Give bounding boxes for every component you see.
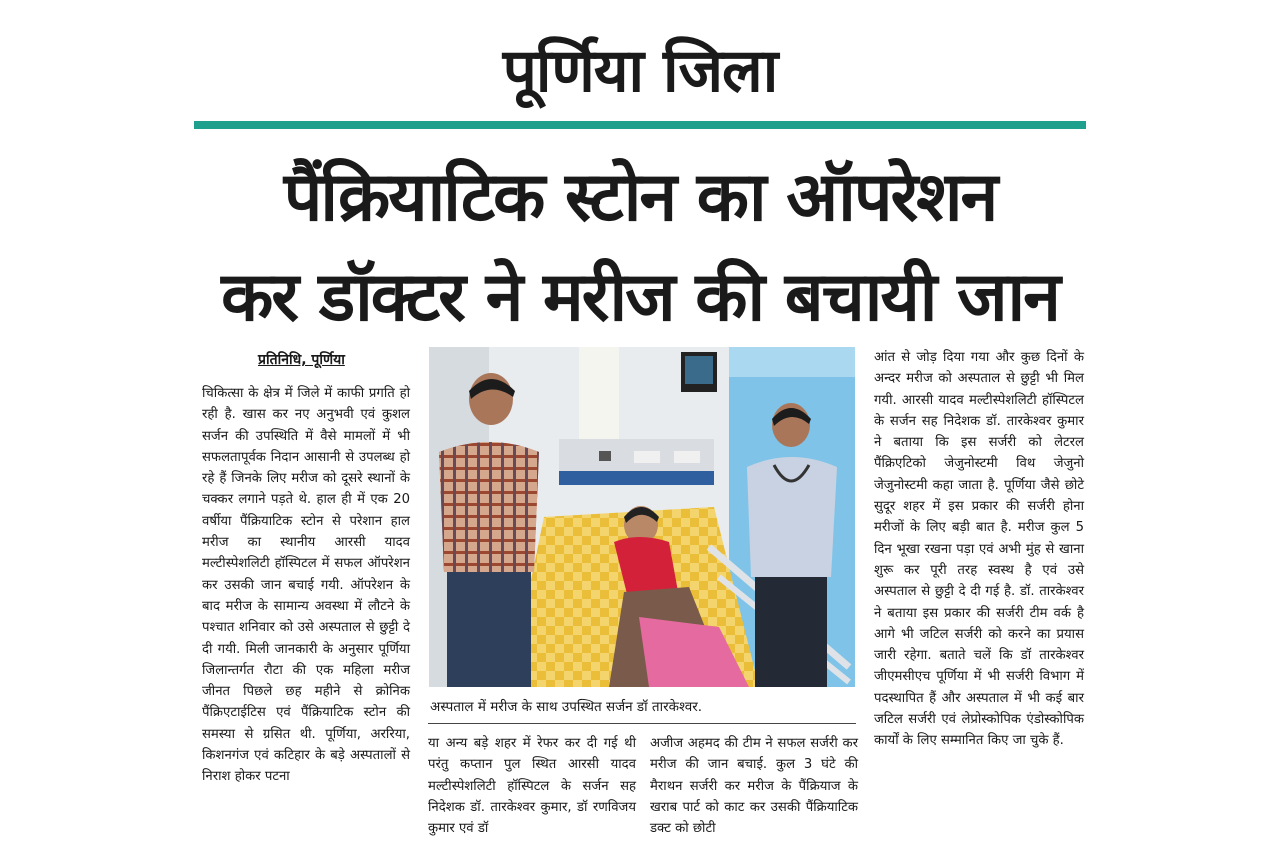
headline-line-2: कर डॉक्टर ने मरीज की बचायी जान (221, 258, 1059, 337)
photo-caption: अस्पताल में मरीज के साथ उपस्थित सर्जन डॉ तारकेश्वर. (430, 699, 703, 715)
article-column-4: आंत से जोड़ दिया गया और कुछ दिनों के अन्दर मरीज को अस्पताल से छुट्टी भी मिल गयी. आरसी यादव मल्टीस्पेशलिटी हॉस्पिटल के सर्जन सह निदेशक डॉ. तारकेश्वर कुमार ने बताया कि इस सर्जरी को लेटरल पैंक्रिएटिको जेजुनोस्टमी विथ जेजुनो जेजुनोस्टमी कहा जाता है. पूर्णिया जैसे छोटे सुदूर शहर में इस प्रकार की सर्जरी होना मरीजों के लिए बड़ी बात है. मरीज कुल 5 दिन भूखा रखना पड़ा एवं अभी मुंह से खाना शुरू कर पूरी तरह स्वस्थ है एवं उसे अस्पताल से छुट्टी दे दी गई है. डॉ. तारकेश्वर ने बताया इस प्रकार की सर्जरी टीम वर्क है आगे भी जटिल सर्जरी को करने का प्रयास जारी रहेगा. बताते चलें कि डॉ तारकेश्वर जीएमसीएच पूर्णिया में भी सर्जरी विभाग में पदस्थापित हैं और अस्पताल में भी कई बार जटिल सर्जरी एवं लेप्रोस्कोपिक एंडोस्कोपिक कार्यों के लिए सम्मानित किए जा चुके हैं. (874, 350, 1084, 749)
section-title: पूर्णिया जिला (502, 36, 778, 106)
article-column-2: या अन्य बड़े शहर में रेफर कर दी गई थी परंतु कप्तान पुल स्थित आरसी यादव मल्टीस्पेशलिटी हॉस्पिटल के सर्जन सह निदेशक डॉ. तारकेश्वर कुमार, डॉ रणविजय कुमार एवं डॉ (428, 736, 636, 837)
article-column-1: चिकित्सा के क्षेत्र में जिले में काफी प्रगति हो रही है. खास कर नए अनुभवी एवं कुशल सर्जन की उपस्थिति में वैसे मामलों में भी सफलतापूर्वक निदान आसानी से उपलब्ध हो रहे हैं जिनके लिए मरीज को दूसरे स्थानों के चक्कर लगाने पड़ते थे. हाल ही में एक 20 वर्षीया पैंक्रियाटिक स्टोन से परेशान हाल मरीज का स्थानीय आरसी यादव मल्टीस्पेशलिटी हॉस्पिटल में सफल ऑपरेशन कर उसकी जान बचाई गयी. ऑपरेशन के बाद मरीज के सामान्य अवस्था में लौटने के पश्चात शनिवार को उसे अस्पताल से छुट्टी दे दी गयी. मिली जानकारी के अनुसार पूर्णिया जिलान्तर्गत रौटा की एक महिला मरीज जीनत पिछले छह महीने से क्रोनिक पैंक्रिएटाईटिस एवं पैंक्रियाटिक स्टोन की समस्या से ग्रसित थी. पूर्णिया, अररिया, किशनगंज एवं कटिहार के बड़े अस्पतालों से निराश होकर पटना (202, 386, 410, 785)
article-column-3: अजीज अहमद की टीम ने सफल सर्जरी कर मरीज की जान बचाई. कुल 3 घंटे की मैराथन सर्जरी कर मरीज के पैंक्रियाज के खराब पार्ट को काट कर उसकी पैंक्रियाटिक डक्ट को छोटी (650, 736, 858, 837)
section-divider (194, 121, 1086, 129)
caption-divider (428, 723, 856, 724)
byline: प्रतिनिधि, पूर्णिया (258, 352, 345, 368)
headline-line-1: पैंक्रियाटिक स्टोन का ऑपरेशन (283, 158, 997, 237)
news-photo (429, 347, 855, 687)
